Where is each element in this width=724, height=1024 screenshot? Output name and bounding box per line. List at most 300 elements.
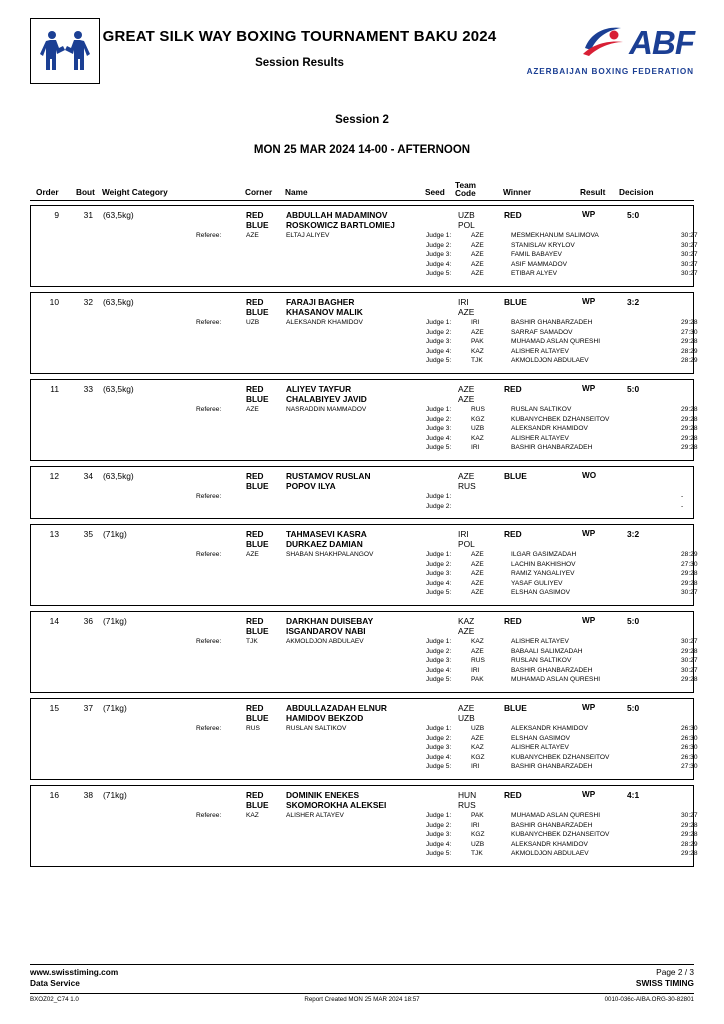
- bout-officials: [31, 551, 698, 605]
- column-result: Result: [580, 187, 606, 197]
- official-row: [31, 444, 698, 454]
- judge-name: MUHAMAD ASLAN QURESHI: [511, 676, 601, 684]
- boxer-blue-team-code: AZE: [458, 306, 475, 317]
- judge-label: Judge 5:: [426, 850, 452, 858]
- official-row: [31, 579, 698, 590]
- referee-name: ELTAJ ALIYEV: [286, 232, 330, 239]
- judge-name: ALEKSANDR KHAMIDOV: [511, 840, 588, 848]
- judge-score: 29:28: [681, 415, 698, 423]
- column-team-line1: Team: [455, 180, 477, 190]
- referee-label: Referee:: [196, 551, 222, 559]
- bout-result: WP: [582, 529, 596, 539]
- official-row: [31, 251, 698, 261]
- judge-name: YASAF GULIYEV: [511, 579, 563, 587]
- referee-name: ALEKSANDR KHAMIDOV: [286, 318, 363, 326]
- judge-score: 28:29: [681, 357, 698, 365]
- judge-name: ELSHAN GASIMOV: [511, 589, 570, 597]
- judge-country-code: AZE: [471, 560, 484, 568]
- bout-decision: 5:0: [627, 616, 640, 627]
- boxer-blue-team-code: AZE: [458, 626, 475, 637]
- judge-name: ASIF MAMMADOV: [511, 260, 568, 268]
- bout-block: [30, 524, 698, 606]
- judge-score: 30:27: [681, 638, 698, 646]
- column-bout: Bout: [76, 187, 95, 197]
- judge-label: Judge 4:: [426, 666, 452, 674]
- judge-score: 29:28: [681, 570, 698, 578]
- judge-country-code: TJK: [471, 850, 483, 858]
- judge-score: 26:30: [681, 725, 698, 733]
- bout-decision: 5:0: [627, 210, 640, 220]
- bout-result: WP: [582, 296, 596, 306]
- judge-name: AKMOLDJON ABDULAEV: [511, 357, 589, 365]
- bout-result: WP: [582, 383, 596, 393]
- judge-country-code: AZE: [471, 570, 484, 578]
- judge-score: 29:28: [681, 318, 698, 326]
- official-row: [31, 734, 698, 745]
- bout-block: [30, 292, 698, 374]
- judge-country-code: AZE: [471, 579, 484, 587]
- bout-result: WP: [582, 616, 596, 626]
- judge-label: Judge 3:: [426, 338, 452, 346]
- bout-decision: 5:0: [627, 703, 640, 714]
- bout-list: [30, 205, 698, 867]
- official-row: [31, 405, 698, 416]
- boxer-blue-team-code: AZE: [458, 393, 475, 404]
- judge-country-code: AZE: [471, 260, 484, 268]
- judge-label: Judge 2:: [426, 647, 452, 655]
- judge-country-code: KAZ: [471, 638, 484, 646]
- judge-score: 26:30: [681, 744, 698, 752]
- bout-decision: 3:2: [627, 296, 640, 307]
- judge-country-code: IRI: [471, 763, 480, 771]
- referee-label: Referee:: [196, 638, 222, 646]
- bout-weight-category: (71kg): [103, 616, 127, 627]
- bout-block: [30, 379, 698, 461]
- bout-officials: [31, 493, 693, 518]
- judge-score: 29:28: [681, 850, 698, 858]
- bout-winner: RED: [504, 210, 522, 220]
- abf-swoosh-icon: [581, 22, 625, 63]
- bout-summary-row: [31, 525, 693, 551]
- footer-report-created: Report Created MON 25 MAR 2024 18:57: [304, 996, 420, 1003]
- judge-label: Judge 1:: [426, 812, 452, 819]
- judge-country-code: PAK: [471, 338, 484, 346]
- bout-winner: RED: [504, 529, 522, 540]
- corner-red-label: RED: [246, 296, 264, 307]
- judge-score: 29:28: [681, 444, 698, 452]
- official-row: [31, 347, 698, 358]
- judge-score: 27:30: [681, 328, 698, 336]
- judge-country-code: IRI: [471, 821, 480, 829]
- judge-name: ALISHER ALTAYEV: [511, 638, 569, 646]
- bout-winner: RED: [504, 790, 522, 800]
- judge-score: 30:27: [681, 251, 698, 259]
- footer-page-number: Page 2 / 3: [656, 967, 694, 977]
- official-row: [31, 666, 698, 677]
- judge-name: BASHIR GHANBARZADEH: [511, 318, 593, 326]
- boxer-red-name: TAHMASEVI KASRA: [286, 529, 367, 540]
- judge-label: Judge 2:: [426, 821, 452, 829]
- referee-country-code: RUS: [246, 725, 260, 733]
- judge-country-code: KAZ: [471, 434, 484, 442]
- judge-name: LACHIN BAKHISHOV: [511, 560, 576, 568]
- corner-red-label: RED: [246, 703, 264, 714]
- session-name: Session 2: [335, 114, 389, 126]
- judge-label: Judge 1:: [426, 638, 452, 646]
- referee-label: Referee:: [196, 405, 222, 413]
- judge-label: Judge 4:: [426, 347, 452, 355]
- bout-order: 13: [49, 529, 59, 540]
- official-row: [31, 338, 698, 348]
- bout-block: [30, 785, 698, 867]
- judge-country-code: AZE: [471, 232, 484, 239]
- bout-result: WP: [582, 790, 596, 799]
- judge-score: 28:29: [681, 347, 698, 355]
- judge-label: Judge 3:: [426, 570, 452, 578]
- boxer-red-team-code: HUN: [458, 790, 477, 800]
- judge-name: ALISHER ALTAYEV: [511, 347, 569, 355]
- boxer-blue-team-code: RUS: [458, 800, 476, 810]
- judge-country-code: KAZ: [471, 347, 484, 355]
- official-row: [31, 425, 698, 435]
- bout-number: 33: [83, 383, 93, 394]
- official-row: [31, 260, 698, 271]
- boxer-blue-name: POPOV ILYA: [286, 480, 336, 491]
- judge-country-code: UZB: [471, 840, 485, 848]
- official-row: [31, 241, 698, 252]
- official-row: [31, 415, 698, 426]
- column-team-code: [455, 181, 476, 197]
- boxer-blue-team-code: POL: [458, 539, 475, 550]
- corner-red-label: RED: [246, 383, 264, 394]
- boxer-red-name: DARKHAN DUISEBAY: [286, 616, 374, 627]
- official-row: [31, 744, 698, 754]
- boxer-red-team-code: KAZ: [458, 616, 475, 627]
- judge-country-code: TJK: [471, 357, 483, 365]
- official-row: [31, 676, 698, 686]
- column-corner: Corner: [245, 187, 273, 197]
- judge-country-code: AZE: [471, 647, 484, 655]
- referee-country-code: AZE: [246, 551, 259, 559]
- bout-winner: BLUE: [504, 703, 527, 714]
- judge-score: 28:29: [681, 840, 698, 848]
- official-row: [31, 493, 693, 503]
- judge-label: Judge 5:: [426, 270, 452, 278]
- judge-label: Judge 1:: [426, 318, 452, 326]
- bout-number: 31: [83, 210, 93, 220]
- judge-label: Judge 2:: [426, 734, 452, 742]
- tournament-logo: [30, 18, 100, 84]
- bout-decision: 3:2: [627, 529, 640, 540]
- judge-score: 29:28: [681, 425, 698, 433]
- federation-abbr: ABF: [629, 24, 694, 61]
- judge-name: MUHAMAD ASLAN QURESHI: [511, 812, 601, 819]
- bout-decision: 5:0: [627, 383, 640, 394]
- judge-country-code: RUS: [471, 405, 485, 413]
- official-row: [31, 551, 698, 561]
- bout-winner: RED: [504, 616, 522, 627]
- referee-label: Referee:: [196, 812, 222, 819]
- bout-summary-row: [31, 699, 693, 725]
- column-seed: Seed: [425, 187, 445, 197]
- bout-block: [30, 698, 698, 780]
- bout-number: 32: [83, 296, 93, 307]
- bout-number: 36: [83, 616, 93, 627]
- judge-score: 29:28: [681, 821, 698, 829]
- judge-score: 30:27: [681, 589, 698, 597]
- judge-label: Judge 5:: [426, 589, 452, 597]
- official-row: [31, 753, 698, 764]
- corner-red-label: RED: [246, 470, 264, 481]
- official-row: [31, 638, 698, 648]
- corner-blue-label: BLUE: [246, 306, 269, 317]
- corner-blue-label: BLUE: [246, 713, 269, 724]
- judge-label: Judge 1:: [426, 492, 452, 500]
- official-row: [31, 328, 698, 339]
- official-row: [31, 270, 698, 280]
- boxer-blue-team-code: RUS: [458, 480, 476, 491]
- federation-name: AZERBAIJAN BOXING FEDERATION: [526, 67, 694, 76]
- judge-label: Judge 4:: [426, 840, 452, 848]
- judge-name: SARRAF SAMADOV: [511, 328, 573, 336]
- judge-name: RUSLAN SALTIKOV: [511, 405, 572, 413]
- judge-label: Judge 1:: [426, 232, 452, 239]
- boxer-blue-team-code: UZB: [458, 713, 475, 724]
- referee-name: SHABAN SHAKHPALANGOV: [286, 551, 374, 559]
- bout-weight-category: (63,5kg): [103, 383, 134, 394]
- corner-red-label: RED: [246, 790, 264, 800]
- boxers-icon: [39, 26, 91, 76]
- boxer-red-team-code: UZB: [458, 210, 475, 220]
- judge-country-code: RUS: [471, 657, 485, 665]
- judge-country-code: AZE: [471, 734, 484, 742]
- official-row: [31, 560, 698, 571]
- judge-name: AKMOLDJON ABDULAEV: [511, 850, 589, 858]
- official-row: [31, 357, 698, 367]
- judge-score: 27:30: [681, 763, 698, 771]
- judge-score: 29:28: [681, 338, 698, 346]
- judge-score: 30:27: [681, 232, 698, 239]
- boxer-red-name: ABDULLAH MADAMINOV: [286, 210, 388, 220]
- judge-score: 29:28: [681, 831, 698, 839]
- official-row: [31, 812, 698, 822]
- corner-red-label: RED: [246, 210, 264, 220]
- bout-number: 37: [83, 703, 93, 714]
- boxer-red-team-code: IRI: [458, 296, 469, 307]
- judge-score: 30:27: [681, 241, 698, 249]
- referee-label: Referee:: [196, 492, 222, 500]
- boxer-red-name: ALIYEV TAYFUR: [286, 383, 352, 394]
- boxer-red-name: RUSTAMOV RUSLAN: [286, 470, 371, 481]
- official-row: [31, 570, 698, 580]
- bout-block: [30, 611, 698, 693]
- corner-blue-label: BLUE: [246, 800, 269, 810]
- judge-name: RUSLAN SALTIKOV: [511, 657, 572, 665]
- judge-score: 30:27: [681, 657, 698, 665]
- official-row: [31, 589, 698, 599]
- bout-order: 15: [49, 703, 59, 714]
- judge-country-code: IRI: [471, 444, 480, 452]
- boxer-red-team-code: AZE: [458, 383, 475, 394]
- footer-swiss-timing: SWISS TIMING: [635, 978, 694, 988]
- boxer-blue-name: CHALABIYEV JAVID: [286, 393, 367, 404]
- referee-label: Referee:: [196, 725, 222, 733]
- judge-label: Judge 2:: [426, 415, 452, 423]
- referee-label: Referee:: [196, 318, 222, 326]
- judge-name: BASHIR GHANBARZADEH: [511, 821, 593, 829]
- bout-officials: [31, 812, 698, 866]
- judge-label: Judge 5:: [426, 676, 452, 684]
- bout-officials: [31, 318, 698, 373]
- judge-score: 29:28: [681, 405, 698, 413]
- judge-country-code: KGZ: [471, 753, 485, 761]
- bout-order: 14: [49, 616, 59, 627]
- referee-name: NASRADDIN MAMMADOV: [286, 405, 367, 413]
- judge-label: Judge 3:: [426, 425, 452, 433]
- corner-red-label: RED: [246, 616, 264, 627]
- column-decision: Decision: [619, 187, 654, 197]
- bout-weight-category: (71kg): [103, 529, 127, 540]
- session-date: MON 25 MAR 2024 14-00 - AFTERNOON: [253, 144, 471, 156]
- judge-country-code: UZB: [471, 425, 485, 433]
- document-footer: [30, 964, 694, 1010]
- referee-label: Referee:: [196, 232, 222, 239]
- boxer-blue-name: HAMIDOV BEKZOD: [286, 713, 364, 724]
- official-row: [31, 725, 698, 735]
- judge-name: BASHIR GHANBARZADEH: [511, 444, 593, 452]
- judge-label: Judge 2:: [426, 241, 452, 249]
- referee-name: AKMOLDJON ABDULAEV: [286, 638, 364, 646]
- official-row: [31, 850, 698, 860]
- judge-label: Judge 4:: [426, 260, 452, 268]
- judge-country-code: PAK: [471, 676, 484, 684]
- judge-label: Judge 1:: [426, 725, 452, 733]
- column-name: Name: [285, 187, 308, 197]
- table-column-headers: [30, 174, 694, 201]
- document-header: [30, 18, 694, 90]
- boxer-blue-name: ISGANDAROV NABI: [286, 626, 366, 637]
- referee-country-code: AZE: [246, 405, 259, 413]
- judge-score: 29:28: [681, 579, 698, 587]
- bout-weight-category: (63,5kg): [103, 296, 134, 307]
- referee-country-code: AZE: [246, 232, 259, 239]
- judge-score: 26:30: [681, 753, 698, 761]
- column-weight: Weight Category: [102, 187, 168, 197]
- corner-red-label: RED: [246, 529, 264, 540]
- judge-country-code: AZE: [471, 241, 484, 249]
- judge-name: RAMIZ YANGALIYEV: [511, 570, 575, 578]
- boxer-blue-team-code: POL: [458, 220, 475, 230]
- judge-name: BASHIR GHANBARZADEH: [511, 763, 593, 771]
- judge-name: FAMIL BABAYEV: [511, 251, 562, 259]
- judge-score: 27:30: [681, 560, 698, 568]
- bout-number: 38: [83, 790, 93, 800]
- judge-country-code: AZE: [471, 328, 484, 336]
- footer-data-service: Data Service: [30, 978, 80, 988]
- judge-score: -: [681, 492, 684, 500]
- judge-label: Judge 3:: [426, 657, 452, 665]
- judge-name: ILGAR GASIMZADAH: [511, 551, 577, 559]
- corner-blue-label: BLUE: [246, 393, 269, 404]
- boxer-red-team-code: IRI: [458, 529, 469, 540]
- judge-name: MESMEKHANUM SALIMOVA: [511, 232, 599, 239]
- boxer-red-team-code: AZE: [458, 470, 475, 481]
- bout-summary-row: [31, 612, 693, 638]
- bout-order: 11: [50, 383, 59, 394]
- judge-name: MUHAMAD ASLAN QURESHI: [511, 338, 601, 346]
- bout-officials: [31, 232, 698, 286]
- page-title: GREAT SILK WAY BOXING TOURNAMENT BAKU 2024: [102, 28, 497, 45]
- judge-score: 29:28: [681, 676, 698, 684]
- judge-label: Judge 3:: [426, 744, 452, 752]
- judge-score: 30:27: [681, 666, 698, 674]
- judge-score: 28:29: [681, 551, 698, 559]
- official-row: [31, 503, 693, 513]
- official-row: [31, 763, 698, 773]
- official-row: [31, 232, 698, 242]
- column-winner: Winner: [503, 187, 532, 197]
- judge-country-code: KAZ: [471, 744, 484, 752]
- judge-label: Judge 2:: [426, 560, 452, 568]
- judge-score: 26:30: [681, 734, 698, 742]
- bout-number: 35: [83, 529, 93, 540]
- bout-winner: BLUE: [504, 470, 527, 481]
- boxer-blue-name: SKOMOROKHA ALEKSEI: [286, 800, 387, 810]
- judge-label: Judge 2:: [426, 328, 452, 336]
- bout-weight-category: (71kg): [103, 790, 127, 800]
- judge-country-code: IRI: [471, 666, 480, 674]
- official-row: [31, 821, 698, 832]
- referee-name: RUSLAN SALTIKOV: [286, 725, 347, 733]
- judge-name: KUBANYCHBEK DZHANSEITOV: [511, 753, 610, 761]
- boxer-blue-name: DURKAEZ DAMIAN: [286, 539, 363, 550]
- bout-officials: [31, 725, 698, 779]
- boxer-red-name: FARAJI BAGHER: [286, 296, 355, 307]
- column-team-line2: Code: [455, 188, 476, 198]
- boxer-red-name: DOMINIK ENEKES: [286, 790, 360, 800]
- bout-weight-category: (71kg): [103, 703, 127, 714]
- footer-website[interactable]: www.swisstiming.com: [30, 967, 119, 977]
- judge-country-code: KGZ: [471, 415, 485, 423]
- boxer-red-name: ABDULLAZADAH ELNUR: [286, 703, 387, 714]
- judge-country-code: IRI: [471, 318, 480, 326]
- official-row: [31, 831, 698, 841]
- judge-label: Judge 4:: [426, 579, 452, 587]
- federation-logo: [499, 18, 694, 76]
- bout-winner: RED: [504, 383, 522, 394]
- judge-label: Judge 2:: [426, 502, 452, 510]
- judge-name: ALEKSANDR KHAMIDOV: [511, 725, 588, 733]
- judge-label: Judge 4:: [426, 434, 452, 442]
- judge-label: Judge 4:: [426, 753, 452, 761]
- official-row: [31, 657, 698, 667]
- bout-weight-category: (63,5kg): [103, 210, 134, 220]
- corner-blue-label: BLUE: [246, 626, 269, 637]
- judge-country-code: AZE: [471, 551, 484, 559]
- footer-right-code: 0010-036c-AIBA.ORG-30-82801: [604, 996, 694, 1003]
- page-subtitle: Session Results: [255, 57, 344, 69]
- column-order: Order: [36, 187, 59, 197]
- judge-country-code: UZB: [471, 725, 485, 733]
- bout-winner: BLUE: [504, 296, 527, 307]
- bout-officials: [31, 638, 698, 692]
- judge-name: BABAALI SALIMZADAH: [511, 647, 583, 655]
- bout-order: 16: [49, 790, 59, 800]
- bout-decision: 4:1: [627, 790, 640, 800]
- judge-country-code: AZE: [471, 251, 484, 259]
- bout-number: 34: [83, 470, 93, 481]
- judge-label: Judge 5:: [426, 444, 452, 452]
